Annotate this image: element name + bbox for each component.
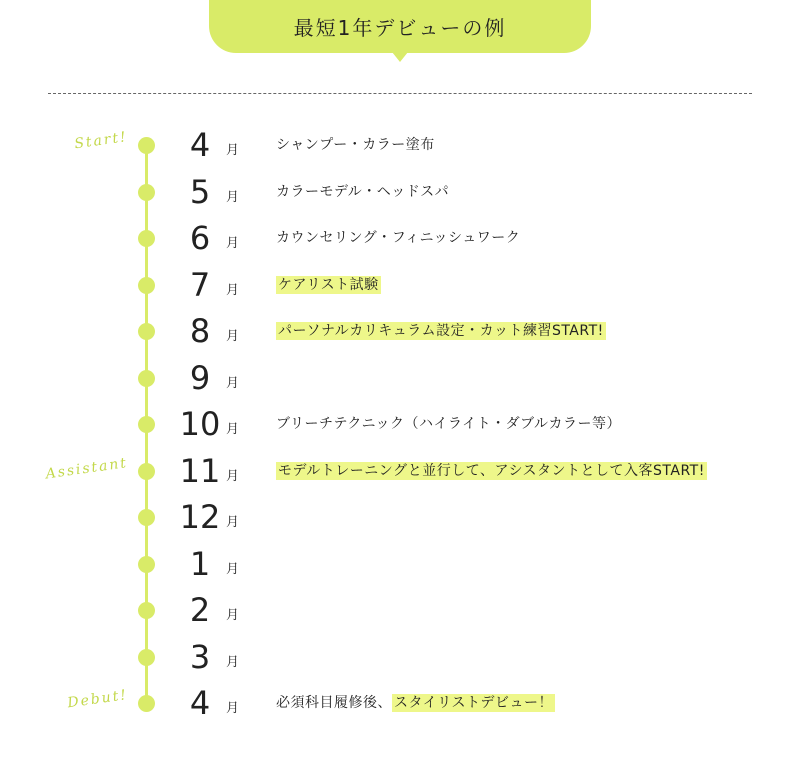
timeline-row xyxy=(0,311,800,351)
description-text: モデルトレーニングと並行して、アシスタントとして入客START! xyxy=(278,462,705,479)
timeline-description xyxy=(276,460,707,480)
timeline-dot xyxy=(138,137,155,154)
month-number: 12 xyxy=(179,498,221,536)
timeline-description xyxy=(276,134,435,154)
month-unit: 月 xyxy=(226,282,240,298)
timeline-description xyxy=(276,413,621,433)
description-text: カウンセリング・フィニッシュワーク xyxy=(276,230,521,246)
timeline-side-label: Debut! xyxy=(66,687,130,712)
timeline-row xyxy=(0,544,800,584)
timeline-dot xyxy=(138,649,155,666)
timeline-row xyxy=(0,683,800,723)
timeline-row xyxy=(0,590,800,630)
page-title-text: 最短1年デビューの例 xyxy=(293,16,507,40)
page-title xyxy=(209,0,591,53)
month-number: 8 xyxy=(189,312,211,350)
timeline-dot xyxy=(138,556,155,573)
timeline-row xyxy=(0,404,800,444)
description-text: ケアリスト試験 xyxy=(278,276,379,293)
timeline-dot xyxy=(138,416,155,433)
timeline-row xyxy=(0,358,800,398)
timeline-dot xyxy=(138,230,155,247)
description-text: ブリーチテクニック（ハイライト・ダブルカラー等） xyxy=(276,416,622,432)
month-number: 10 xyxy=(179,405,221,443)
month-number: 7 xyxy=(189,265,211,304)
timeline-dot xyxy=(138,602,155,619)
month-number: 4 xyxy=(189,684,211,722)
month-number: 4 xyxy=(189,126,211,164)
month-unit: 月 xyxy=(226,515,240,530)
timeline-dot xyxy=(138,463,155,480)
month-number: 3 xyxy=(189,637,211,676)
month-number: 5 xyxy=(189,172,211,211)
month-unit: 月 xyxy=(226,236,240,251)
month-unit: 月 xyxy=(226,701,240,716)
timeline-side-label: Assistant xyxy=(44,454,130,482)
timeline-dot xyxy=(138,323,155,340)
month-number: 9 xyxy=(189,358,211,397)
month-number: 6 xyxy=(189,219,211,257)
timeline-description xyxy=(276,227,520,247)
description-text: カラーモデル・ヘッドスパ xyxy=(276,183,450,200)
timeline-row xyxy=(0,637,800,677)
month-unit: 月 xyxy=(226,654,240,670)
timeline-dot xyxy=(138,370,155,387)
description-prefix: 必須科目履修後、 xyxy=(276,695,392,711)
month-unit: 月 xyxy=(226,189,240,205)
month-unit: 月 xyxy=(226,468,240,484)
timeline-dot xyxy=(138,695,155,712)
month-unit: 月 xyxy=(226,422,240,437)
timeline-description xyxy=(276,692,555,712)
timeline-row xyxy=(0,451,800,491)
timeline-description xyxy=(276,320,606,340)
dashed-divider xyxy=(48,93,752,94)
month-unit: 月 xyxy=(226,561,240,577)
timeline-row xyxy=(0,497,800,537)
month-number: 1 xyxy=(189,544,211,583)
timeline-row xyxy=(0,172,800,212)
month-number: 11 xyxy=(179,451,221,490)
timeline-row xyxy=(0,218,800,258)
timeline-dot xyxy=(138,277,155,294)
timeline-side-label: Start! xyxy=(73,129,130,153)
timeline-description xyxy=(276,274,381,294)
description-text: スタイリストデビュー！ xyxy=(394,695,553,711)
month-unit: 月 xyxy=(226,143,240,158)
month-number: 2 xyxy=(189,591,211,629)
title-pointer xyxy=(392,52,408,62)
month-unit: 月 xyxy=(226,375,240,391)
timeline-description xyxy=(276,181,449,201)
month-unit: 月 xyxy=(226,329,240,344)
timeline-dot xyxy=(138,184,155,201)
month-unit: 月 xyxy=(226,608,240,623)
timeline-row xyxy=(0,265,800,305)
timeline-dot xyxy=(138,509,155,526)
description-text: パーソナルカリキュラム設定・カット練習START! xyxy=(278,323,604,339)
timeline-row xyxy=(0,125,800,165)
description-text: シャンプー・カラー塗布 xyxy=(276,137,435,153)
